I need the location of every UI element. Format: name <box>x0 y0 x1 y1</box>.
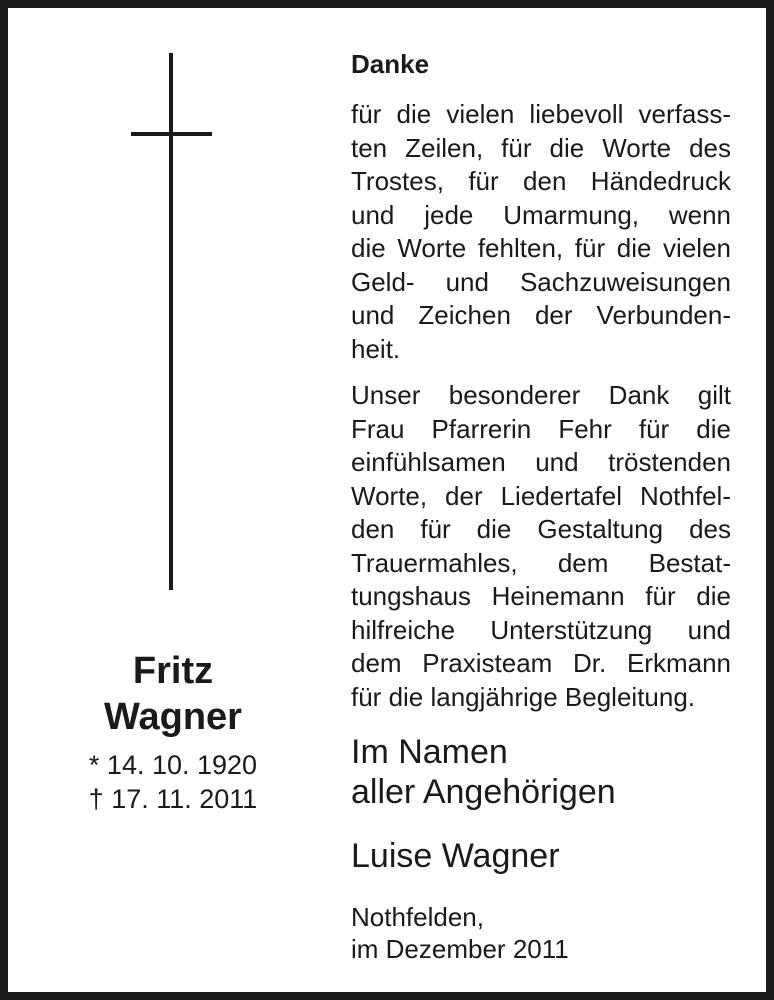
paragraph-line: für die langjährige Begleitung. <box>351 681 696 712</box>
paragraph-line: Trostes, für den Händedruck <box>351 166 731 196</box>
paragraph-line: Trauermahles, dem Bestat- <box>351 547 731 578</box>
paragraph-line: tungshaus Heinemann für die <box>351 581 731 611</box>
heading: Danke <box>351 49 430 79</box>
paragraph-line: hilfreiche Unterstützung und <box>351 614 731 645</box>
place-date <box>351 901 731 965</box>
paragraph-line: Worte, der Liedertafel Nothfel- <box>351 480 731 511</box>
paragraph-line: heit. <box>351 333 401 364</box>
deceased-last-name: Wagner <box>104 696 242 738</box>
deceased-first-name: Fritz <box>132 650 214 692</box>
paragraph-line: und jede Umarmung, wenn <box>351 199 731 230</box>
paragraph-line: Unser besonderer Dank gilt <box>351 380 731 410</box>
death-date: † 17. 11. 2011 <box>88 784 258 814</box>
date-line: im Dezember 2011 <box>351 934 569 964</box>
life-dates <box>68 748 278 816</box>
paragraph-line: den für die Gestaltung des <box>351 514 731 544</box>
closing-phrase <box>351 732 731 812</box>
paragraph-line: für die vielen liebevoll verfass- <box>351 99 731 129</box>
signature-name <box>351 836 731 876</box>
paragraph-line: ten Zeilen, für die Worte des <box>351 132 731 163</box>
closing-line: aller Angehörigen <box>351 773 616 811</box>
paragraph-line: die Worte fehlten, für die vielen <box>351 233 731 263</box>
cross-horizontal-bar <box>131 132 212 136</box>
closing-line: Im Namen <box>351 733 508 771</box>
paragraph-line: einfühlsamen und tröstenden <box>351 447 731 477</box>
deceased-name <box>68 648 278 740</box>
signature-line: Luise Wagner <box>351 837 560 875</box>
birth-date: * 14. 10. 1920 <box>88 750 258 780</box>
place-line: Nothfelden, <box>351 902 484 932</box>
paragraph-line: Geld- und Sachzuweisungen <box>351 266 731 297</box>
paragraph-line: und Zeichen der Verbunden- <box>351 300 731 330</box>
paragraph-line: dem Praxisteam Dr. Erkmann <box>351 648 731 678</box>
thanks-paragraph-2 <box>351 379 731 714</box>
paragraph-line: Frau Pfarrerin Fehr für die <box>351 413 731 444</box>
thanks-paragraph-1 <box>351 98 731 366</box>
